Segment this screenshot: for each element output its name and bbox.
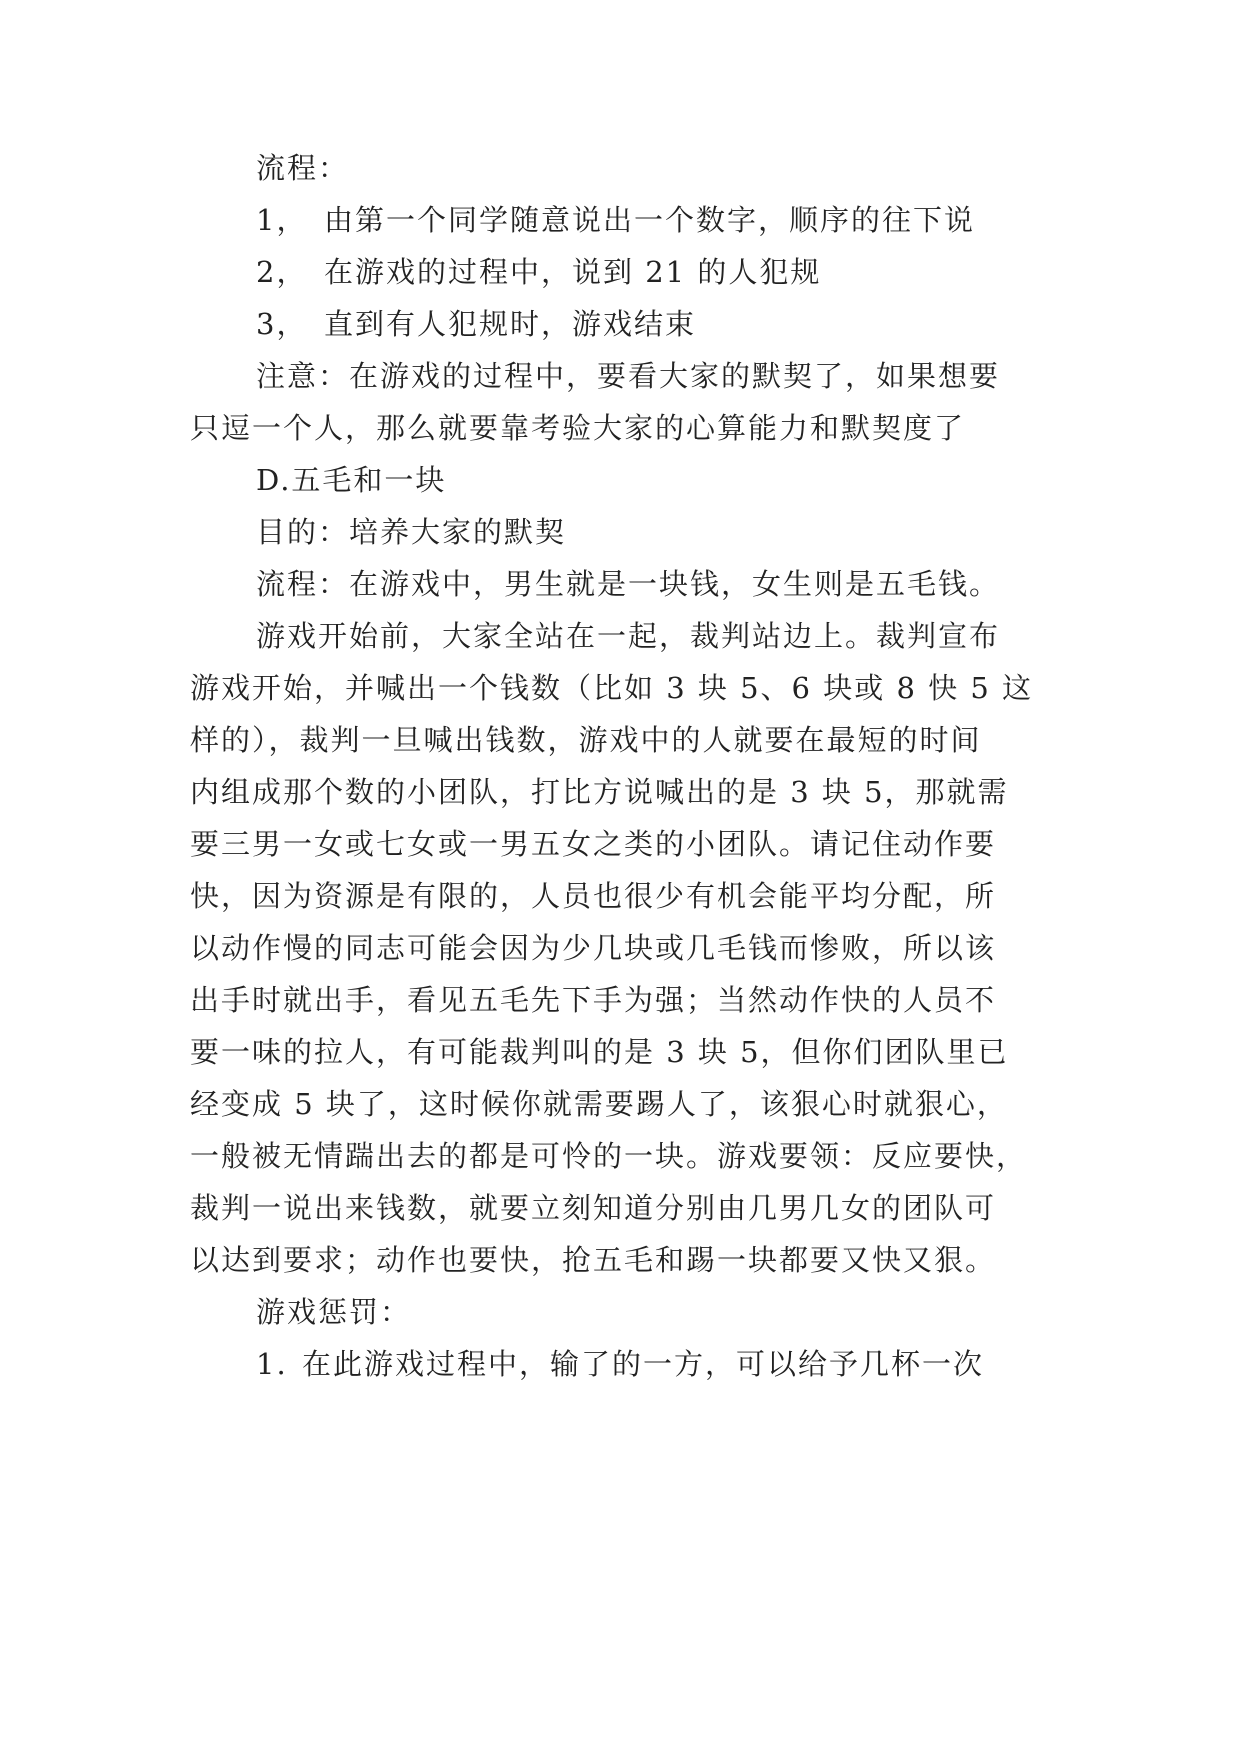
body-line: 以达到要求；动作也要快，抢五毛和踢一块都要又快又狠。	[190, 1243, 997, 1277]
body-line: 要一味的拉人，有可能裁判叫的是 3 块 5，但你们团队里已	[190, 1035, 1009, 1069]
purpose-line: 目的：培养大家的默契	[256, 515, 567, 549]
penalty-heading: 游戏惩罚：	[256, 1295, 412, 1329]
step-2	[256, 252, 1156, 292]
section-title: D.五毛和一块	[256, 463, 447, 497]
note-line-2: 只逗一个人，那么就要靠考验大家的心算能力和默契度了	[190, 411, 966, 445]
body-line: 裁判一说出来钱数，就要立刻知道分别由几男几女的团队可	[190, 1191, 997, 1225]
penalty-number: 1.	[256, 1347, 288, 1381]
step-3	[256, 304, 1156, 344]
body-line: 出手时就出手，看见五毛先下手为强；当然动作快的人员不	[190, 983, 997, 1017]
step-number: 1，	[256, 203, 308, 237]
flow-heading: 流程：	[256, 151, 350, 185]
step-text: 由第一个同学随意说出一个数字，顺序的往下说	[324, 203, 976, 237]
body-line: 快，因为资源是有限的，人员也很少有机会能平均分配，所	[190, 879, 997, 913]
step-number: 2，	[256, 255, 308, 289]
note-line-1: 注意：在游戏的过程中，要看大家的默契了，如果想要	[256, 359, 1001, 393]
body-line: 样的），裁判一旦喊出钱数，游戏中的人就要在最短的时间	[190, 723, 982, 757]
body-line: 经变成 5 块了，这时候你就需要踢人了，该狠心时就狠心，	[190, 1087, 1008, 1121]
step-1	[256, 200, 1156, 240]
body-line: 游戏开始前，大家全站在一起，裁判站边上。裁判宣布	[256, 619, 1001, 653]
penalty-text: 在此游戏过程中，输了的一方，可以给予几杯一次	[302, 1347, 985, 1381]
penalty-item-1	[256, 1344, 1156, 1384]
body-line: 游戏开始，并喊出一个钱数（比如 3 块 5、6 块或 8 快 5 这	[190, 671, 1034, 705]
flow-line: 流程：在游戏中，男生就是一块钱，女生则是五毛钱。	[256, 567, 1001, 601]
body-line: 内组成那个数的小团队，打比方说喊出的是 3 块 5，那就需	[190, 775, 1009, 809]
step-text: 在游戏的过程中，说到 21 的人犯规	[324, 255, 822, 289]
body-line: 要三男一女或七女或一男五女之类的小团队。请记住动作要	[190, 827, 997, 861]
body-line: 一般被无情踹出去的都是可怜的一块。游戏要领：反应要快，	[190, 1139, 1028, 1173]
step-text: 直到有人犯规时，游戏结束	[324, 307, 697, 341]
step-number: 3，	[256, 307, 308, 341]
body-line: 以动作慢的同志可能会因为少几块或几毛钱而惨败，所以该	[190, 931, 997, 965]
